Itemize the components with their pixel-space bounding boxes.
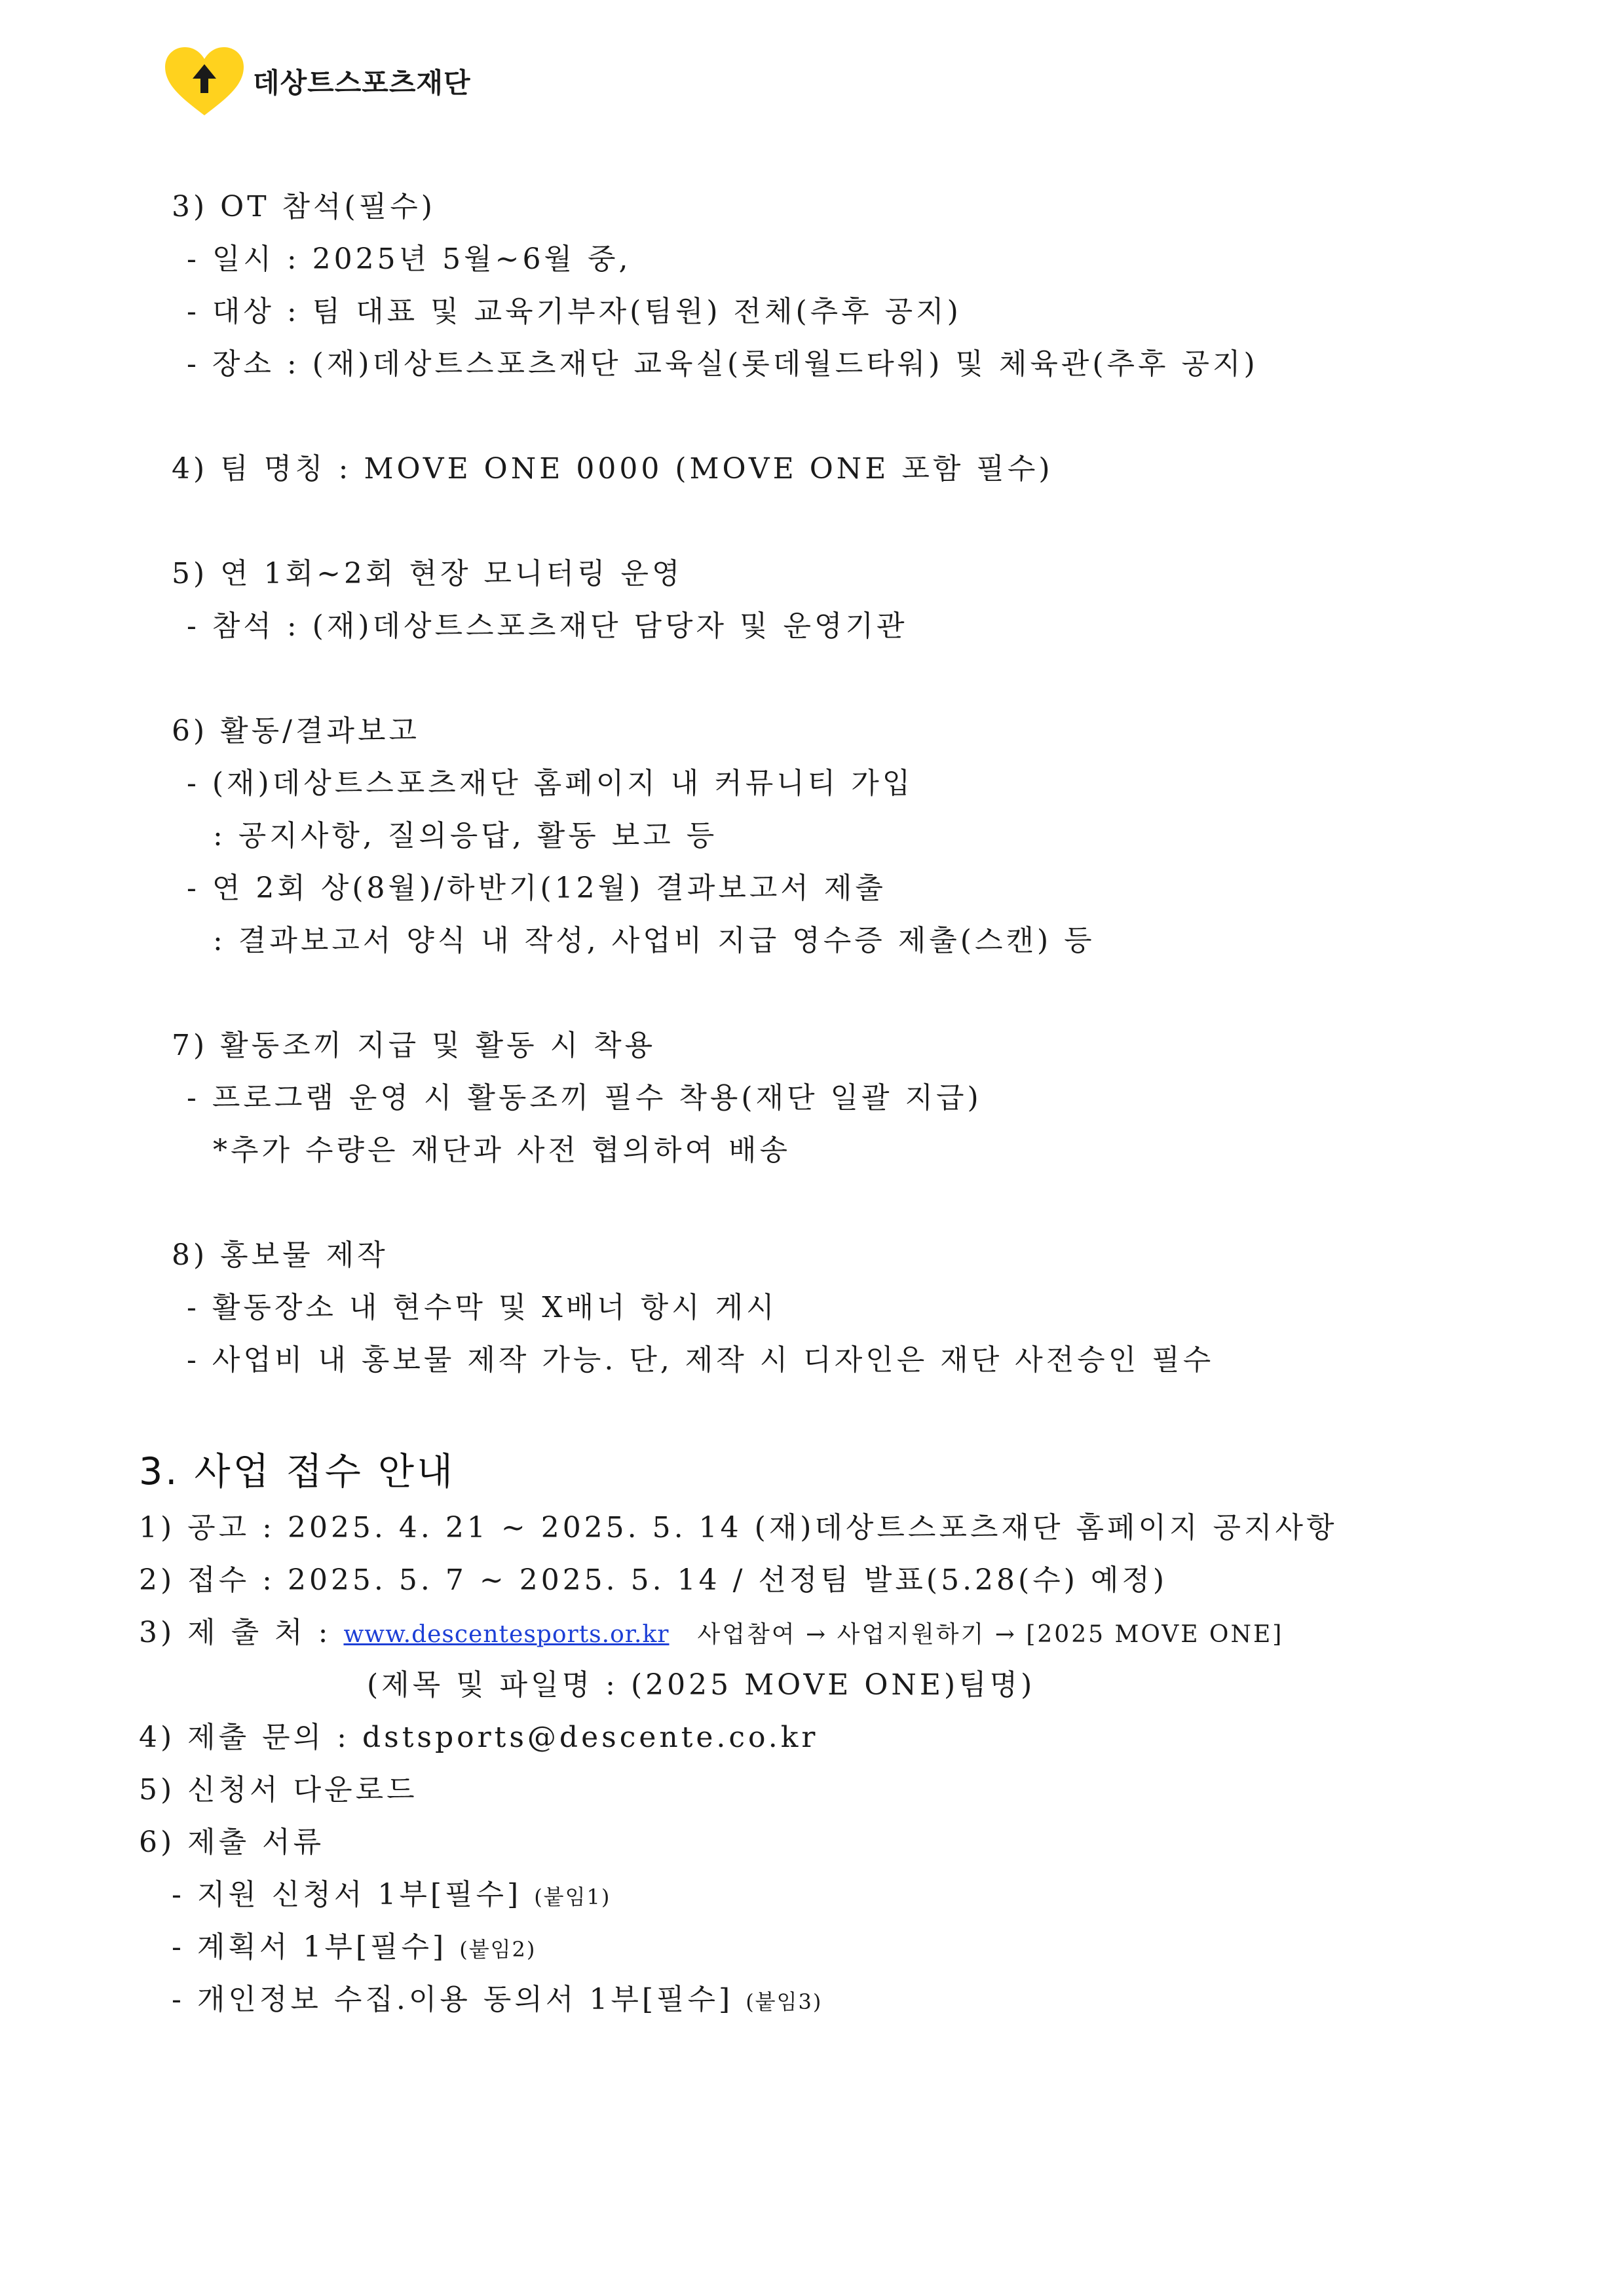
submit-to-label: 3) 제 출 처 : bbox=[139, 1616, 331, 1649]
item-7-vest: - 프로그램 운영 시 활동조끼 필수 착용(재단 일괄 지급) bbox=[187, 1081, 982, 1115]
item-3-location: - 장소 : (재)데상트스포츠재단 교육실(롯데월드타워) 및 체육관(추후 공지) bbox=[187, 347, 1258, 381]
item-6-report: - 연 2회 상(8월)/하반기(12월) 결과보고서 제출 bbox=[187, 871, 886, 905]
item-6-title: 6) 활동/결과보고 bbox=[172, 714, 420, 748]
document-item-note: (붙임1) bbox=[534, 1885, 611, 1909]
item-4-team-name: 4) 팀 명칭 : MOVE ONE 0000 (MOVE ONE 포함 필수) bbox=[172, 452, 1053, 486]
item-7-title: 7) 활동조끼 지급 및 활동 시 착용 bbox=[172, 1029, 656, 1062]
receipt-period: 2) 접수 : 2025. 5. 7 ~ 2025. 5. 14 / 선정팀 발표(5.28(수) 예정) bbox=[139, 1563, 1168, 1597]
item-6-community: - (재)데상트스포츠재단 홈페이지 내 커뮤니티 가입 bbox=[187, 767, 914, 800]
item-3-title: 3) OT 참석(필수) bbox=[172, 190, 436, 223]
website-link[interactable]: www.descentesports.or.kr bbox=[343, 1621, 670, 1648]
item-7-vest-note: *추가 수량은 재단과 사전 협의하여 배송 bbox=[213, 1134, 791, 1167]
filename-rule: (제목 및 파일명 : (2025 MOVE ONE)팀명) bbox=[367, 1668, 1036, 1702]
document-item-text: - 개인정보 수집.이용 동의서 1부[필수] bbox=[172, 1983, 734, 2016]
foundation-logo bbox=[162, 45, 471, 118]
document-item bbox=[172, 1928, 536, 1967]
submission-path: 사업참여 → 사업지원하기 → [2025 MOVE ONE] bbox=[697, 1621, 1284, 1648]
item-8-title: 8) 홍보물 제작 bbox=[172, 1238, 388, 1272]
documents-title: 6) 제출 서류 bbox=[139, 1826, 325, 1859]
document-item-text: - 계획서 1부[필수] bbox=[172, 1930, 447, 1964]
item-8-promo: - 사업비 내 홍보물 제작 가능. 단, 제작 시 디자인은 재단 사전승인 필수 bbox=[187, 1343, 1215, 1377]
item-8-banner: - 활동장소 내 현수막 및 X배너 항시 게시 bbox=[187, 1291, 778, 1324]
application-download: 5) 신청서 다운로드 bbox=[139, 1773, 418, 1807]
document-item-note: (붙임2) bbox=[459, 1937, 537, 1962]
contact-email: 4) 제출 문의 : dstsports@descente.co.kr bbox=[139, 1721, 819, 1754]
item-5-title: 5) 연 1회~2회 현장 모니터링 운영 bbox=[172, 557, 683, 590]
section-3-heading: 3. 사업 접수 안내 bbox=[139, 1450, 456, 1493]
document-item bbox=[172, 1980, 822, 2019]
item-5-attendees: - 참석 : (재)데상트스포츠재단 담당자 및 운영기관 bbox=[187, 609, 908, 643]
document-item bbox=[172, 1875, 611, 1915]
document-item-text: - 지원 신청서 1부[필수] bbox=[172, 1878, 522, 1911]
notice-period: 1) 공고 : 2025. 4. 21 ~ 2025. 5. 14 (재)데상트스포츠재단 홈페이지 공지사항 bbox=[139, 1511, 1338, 1544]
item-6-report-detail: : 결과보고서 양식 내 작성, 사업비 지급 영수증 제출(스캔) 등 bbox=[213, 924, 1095, 957]
item-3-schedule: - 일시 : 2025년 5월~6월 중, bbox=[187, 242, 632, 276]
document-item-note: (붙임3) bbox=[746, 1989, 823, 2014]
item-3-target: - 대상 : 팀 대표 및 교육기부자(팀원) 전체(추후 공지) bbox=[187, 295, 962, 328]
item-6-community-detail: : 공지사항, 질의응답, 활동 보고 등 bbox=[213, 819, 718, 852]
org-name: 데상트스포츠재단 bbox=[253, 67, 471, 99]
heart-arrow-icon bbox=[162, 45, 246, 118]
submit-to-row bbox=[139, 1613, 1283, 1653]
